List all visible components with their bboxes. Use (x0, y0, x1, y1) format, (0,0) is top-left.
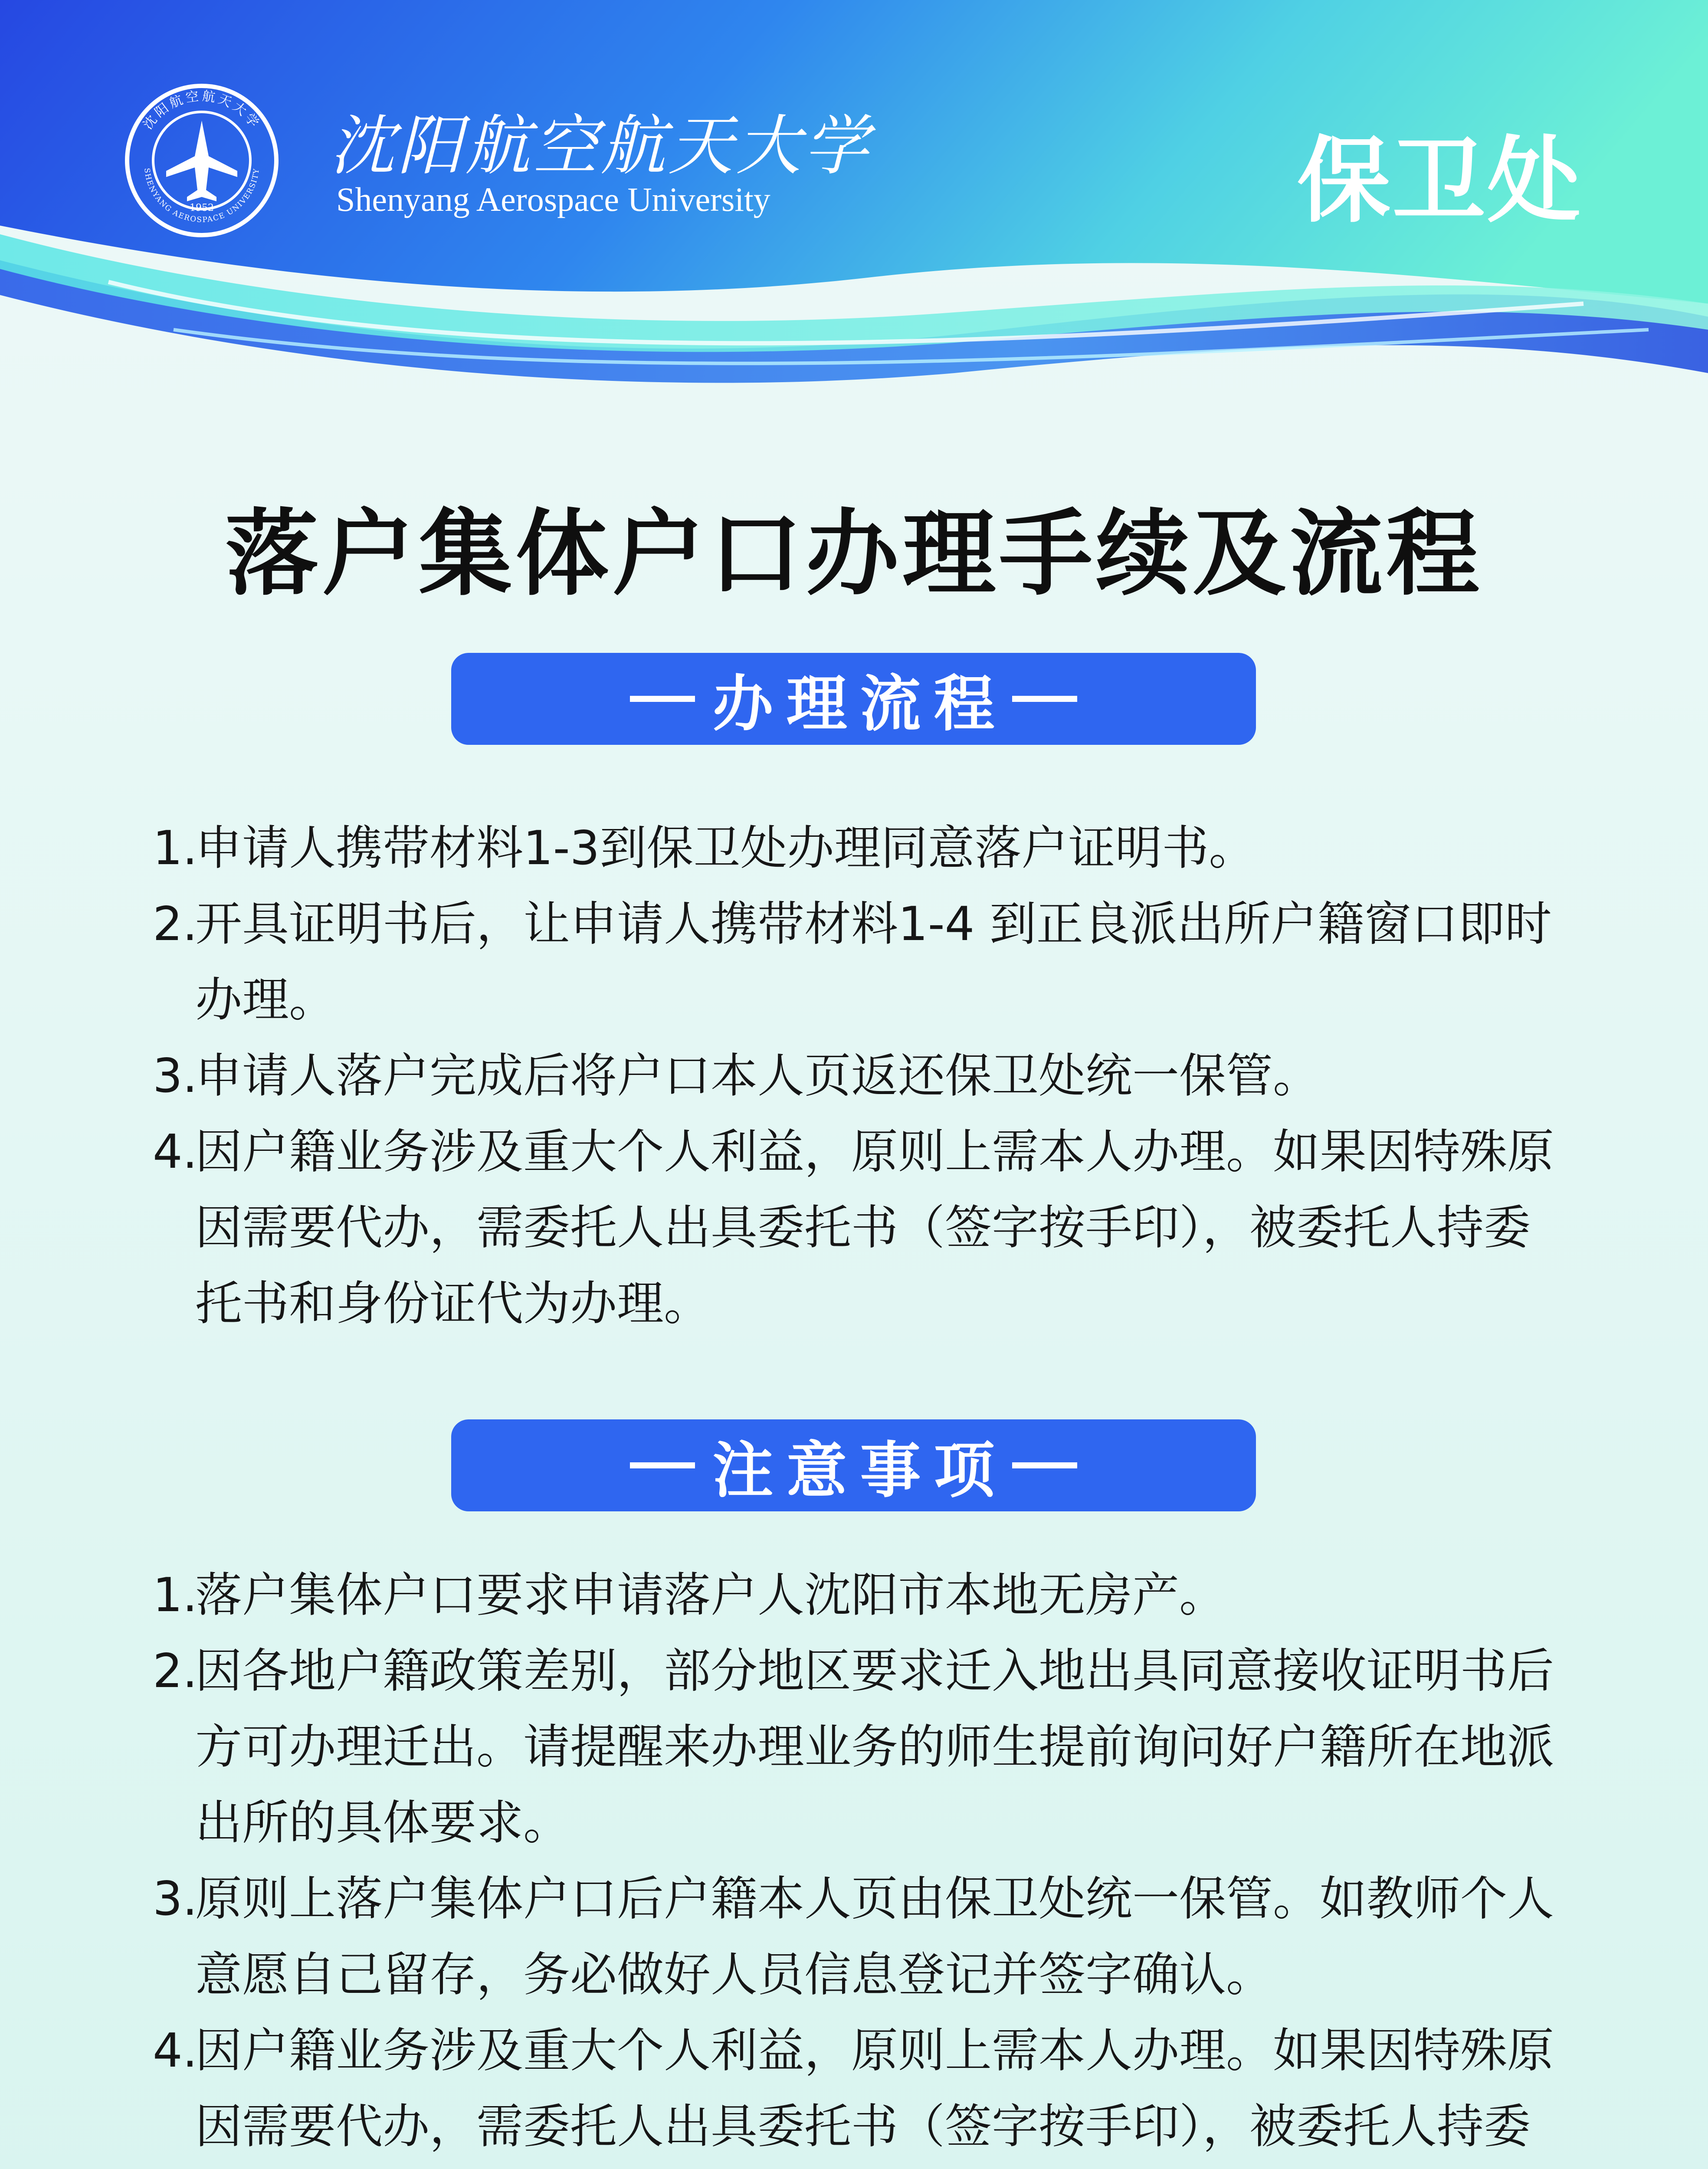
item-number: 2. (153, 897, 198, 951)
dash-left (630, 1462, 695, 1468)
item-text: 因户籍业务涉及重大个人利益，原则上需本人办理。如果因特殊原因需要代办，需委托人出具委托书（签字按手印），被委托人持委托书和身份证代为办理。 (195, 1125, 1554, 1331)
item-text: 因户籍业务涉及重大个人利益，原则上需本人办理。如果因特殊原因需要代办，需委托人出具委托书（签字按手印），被委托人持委 (195, 2024, 1554, 2154)
page-title: 落户集体户口办理手续及流程 (225, 499, 1483, 608)
item-text: 落户集体户口要求申请落户人沈阳市本地无房产。 (195, 1568, 1226, 1622)
list-item (153, 1557, 1567, 1633)
seal-year: 1952 (190, 203, 214, 213)
list-item (153, 886, 1567, 1038)
notes-list (153, 1557, 1567, 2169)
item-text: 因各地户籍政策差别，部分地区要求迁入地出具同意接收证明书后方可办理迁出。请提醒来办理业务的师生提前询问好户籍所在地派出所的具体要求。 (195, 1644, 1554, 1850)
dash-right (1012, 1462, 1077, 1468)
item-number: 2. (153, 1644, 198, 1698)
seal-en-text: SHENYANG AEROSPACE UNIVERSITY (142, 167, 261, 225)
item-number: 1. (153, 821, 198, 875)
item-number: 3. (153, 1872, 198, 1926)
item-text: 申请人落户完成后将户口本人页返还保卫处统一保管。 (195, 1049, 1320, 1103)
list-item (153, 810, 1567, 886)
dash-right (1012, 696, 1077, 702)
list-item (153, 1038, 1567, 1114)
item-text: 开具证明书后，让申请人携带材料1-4 到正良派出所户籍窗口即时办理。 (195, 897, 1552, 1027)
aircraft-emblem-icon (166, 121, 237, 201)
section-heading-text: 注意事项 (712, 1435, 1008, 1506)
university-name-en: Shenyang Aerospace University (336, 180, 770, 218)
list-item (153, 2013, 1567, 2169)
item-text: 申请人携带材料1-3到保卫处办理同意落户证明书。 (195, 821, 1256, 875)
item-number: 4. (153, 2024, 198, 2078)
department-name: 保卫处 (1297, 126, 1582, 235)
university-name-cn: 沈阳航空航天大学 (330, 108, 872, 184)
section-heading-process (451, 653, 1256, 745)
item-number: 1. (153, 1568, 198, 1622)
process-list (153, 810, 1567, 1342)
list-item (153, 1114, 1567, 1342)
list-item (153, 1633, 1567, 1861)
section-heading-notes (451, 1419, 1256, 1511)
item-text: 原则上落户集体户口后户籍本人页由保卫处统一保管。如教师个人意愿自己留存，务必做好人员信息登记并签字确认。 (195, 1872, 1554, 2002)
item-number: 3. (153, 1049, 198, 1103)
seal-cn-text: 沈阳航空航天大学 (140, 88, 263, 132)
dash-left (630, 696, 695, 702)
item-number: 4. (153, 1125, 198, 1179)
list-item (153, 1861, 1567, 2013)
section-heading-text: 办理流程 (712, 668, 1008, 740)
university-seal-logo (124, 82, 280, 239)
